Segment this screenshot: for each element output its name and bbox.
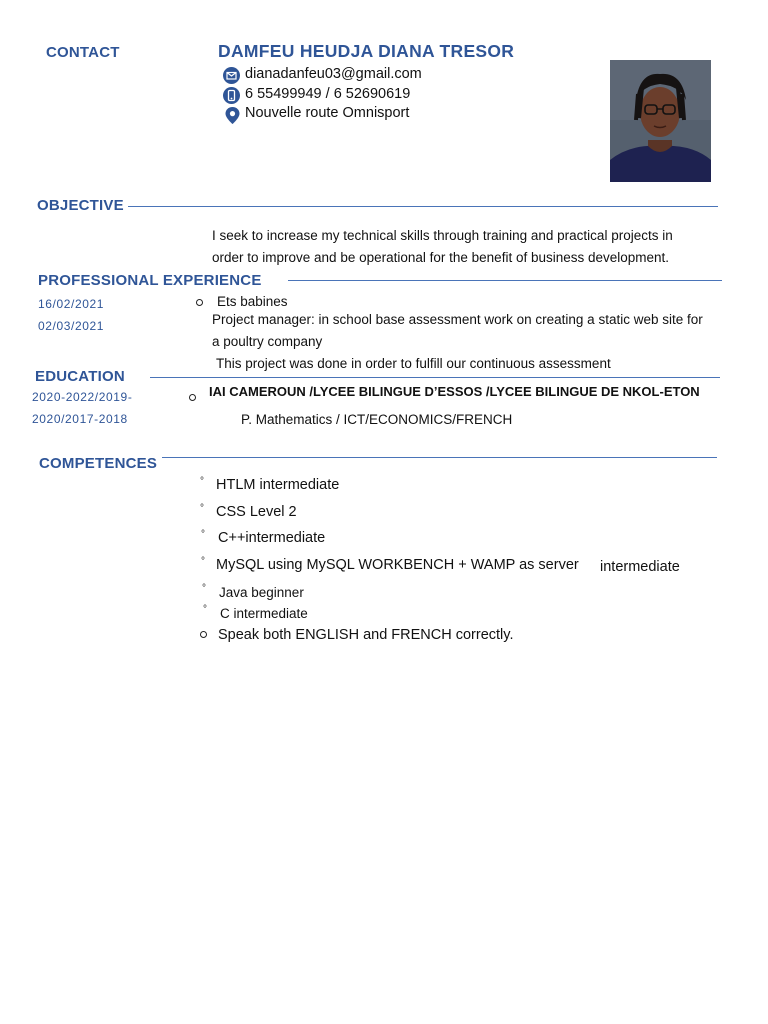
experience-date-end: 02/03/2021 [38,319,105,333]
education-dates-line-2: 2020/2017-2018 [32,412,128,426]
competences-heading: COMPETENCES [39,455,158,472]
competence-item: HTLM intermediate [216,477,340,493]
contact-heading: CONTACT [46,44,120,61]
competence-item: CSS Level 2 [216,504,297,520]
competence-bullet: ° [201,529,205,540]
contact-email[interactable]: dianadanfeu03@gmail.com [245,66,422,82]
competence-bullet: ° [203,604,207,615]
objective-heading: OBJECTIVE [37,197,124,214]
competence-item: MySQL using MySQL WORKBENCH + WAMP as server [216,557,579,573]
objective-line-1: I seek to increase my technical skills through training and practical projects in [212,228,673,243]
email-icon [223,67,240,84]
experience-desc-line-2: a poultry company [212,334,323,349]
experience-desc-line-3: This project was done in order to fulfill our continuous assessment [216,356,611,371]
experience-company: Ets babines [217,294,288,309]
competence-bullet [200,631,207,638]
competence-item: Java beginner [219,585,304,600]
competence-bullet: ° [200,503,204,514]
education-bullet [189,394,196,401]
competence-item: Speak both ENGLISH and FRENCH correctly. [218,627,514,643]
experience-bullet [196,299,203,306]
education-dates-line-1: 2020-2022/2019- [32,390,133,404]
competence-bullet: ° [202,583,206,594]
location-pin-icon [224,106,241,125]
competence-bullet: ° [200,476,204,487]
phone-icon [223,87,240,104]
education-schools: IAI CAMEROUN /LYCEE BILINGUE D’ESSOS /LYCEE BILINGUE DE NKOL-ETON [209,384,700,399]
education-heading: EDUCATION [35,368,125,385]
experience-date-start: 16/02/2021 [38,297,105,311]
profile-photo [610,60,711,182]
experience-heading: PROFESSIONAL EXPERIENCE [38,272,262,289]
education-subjects: P. Mathematics / ICT/ECONOMICS/FRENCH [241,412,513,427]
objective-divider [128,206,718,207]
education-divider [150,377,720,378]
candidate-name: DAMFEU HEUDJA DIANA TRESOR [218,41,515,61]
contact-address: Nouvelle route Omnisport [245,105,410,121]
competence-item-suffix: intermediate [600,559,680,575]
experience-divider [288,280,722,281]
experience-desc-line-1: Project manager: in school base assessment work on creating a static web site for [212,312,703,327]
contact-phone: 6 55499949 / 6 52690619 [245,86,411,102]
competence-item: C++intermediate [218,530,326,546]
competences-divider [162,457,717,458]
objective-line-2: order to improve and be operational for the benefit of business development. [212,250,670,265]
competence-item: C intermediate [220,606,308,621]
competence-bullet: ° [201,556,205,567]
